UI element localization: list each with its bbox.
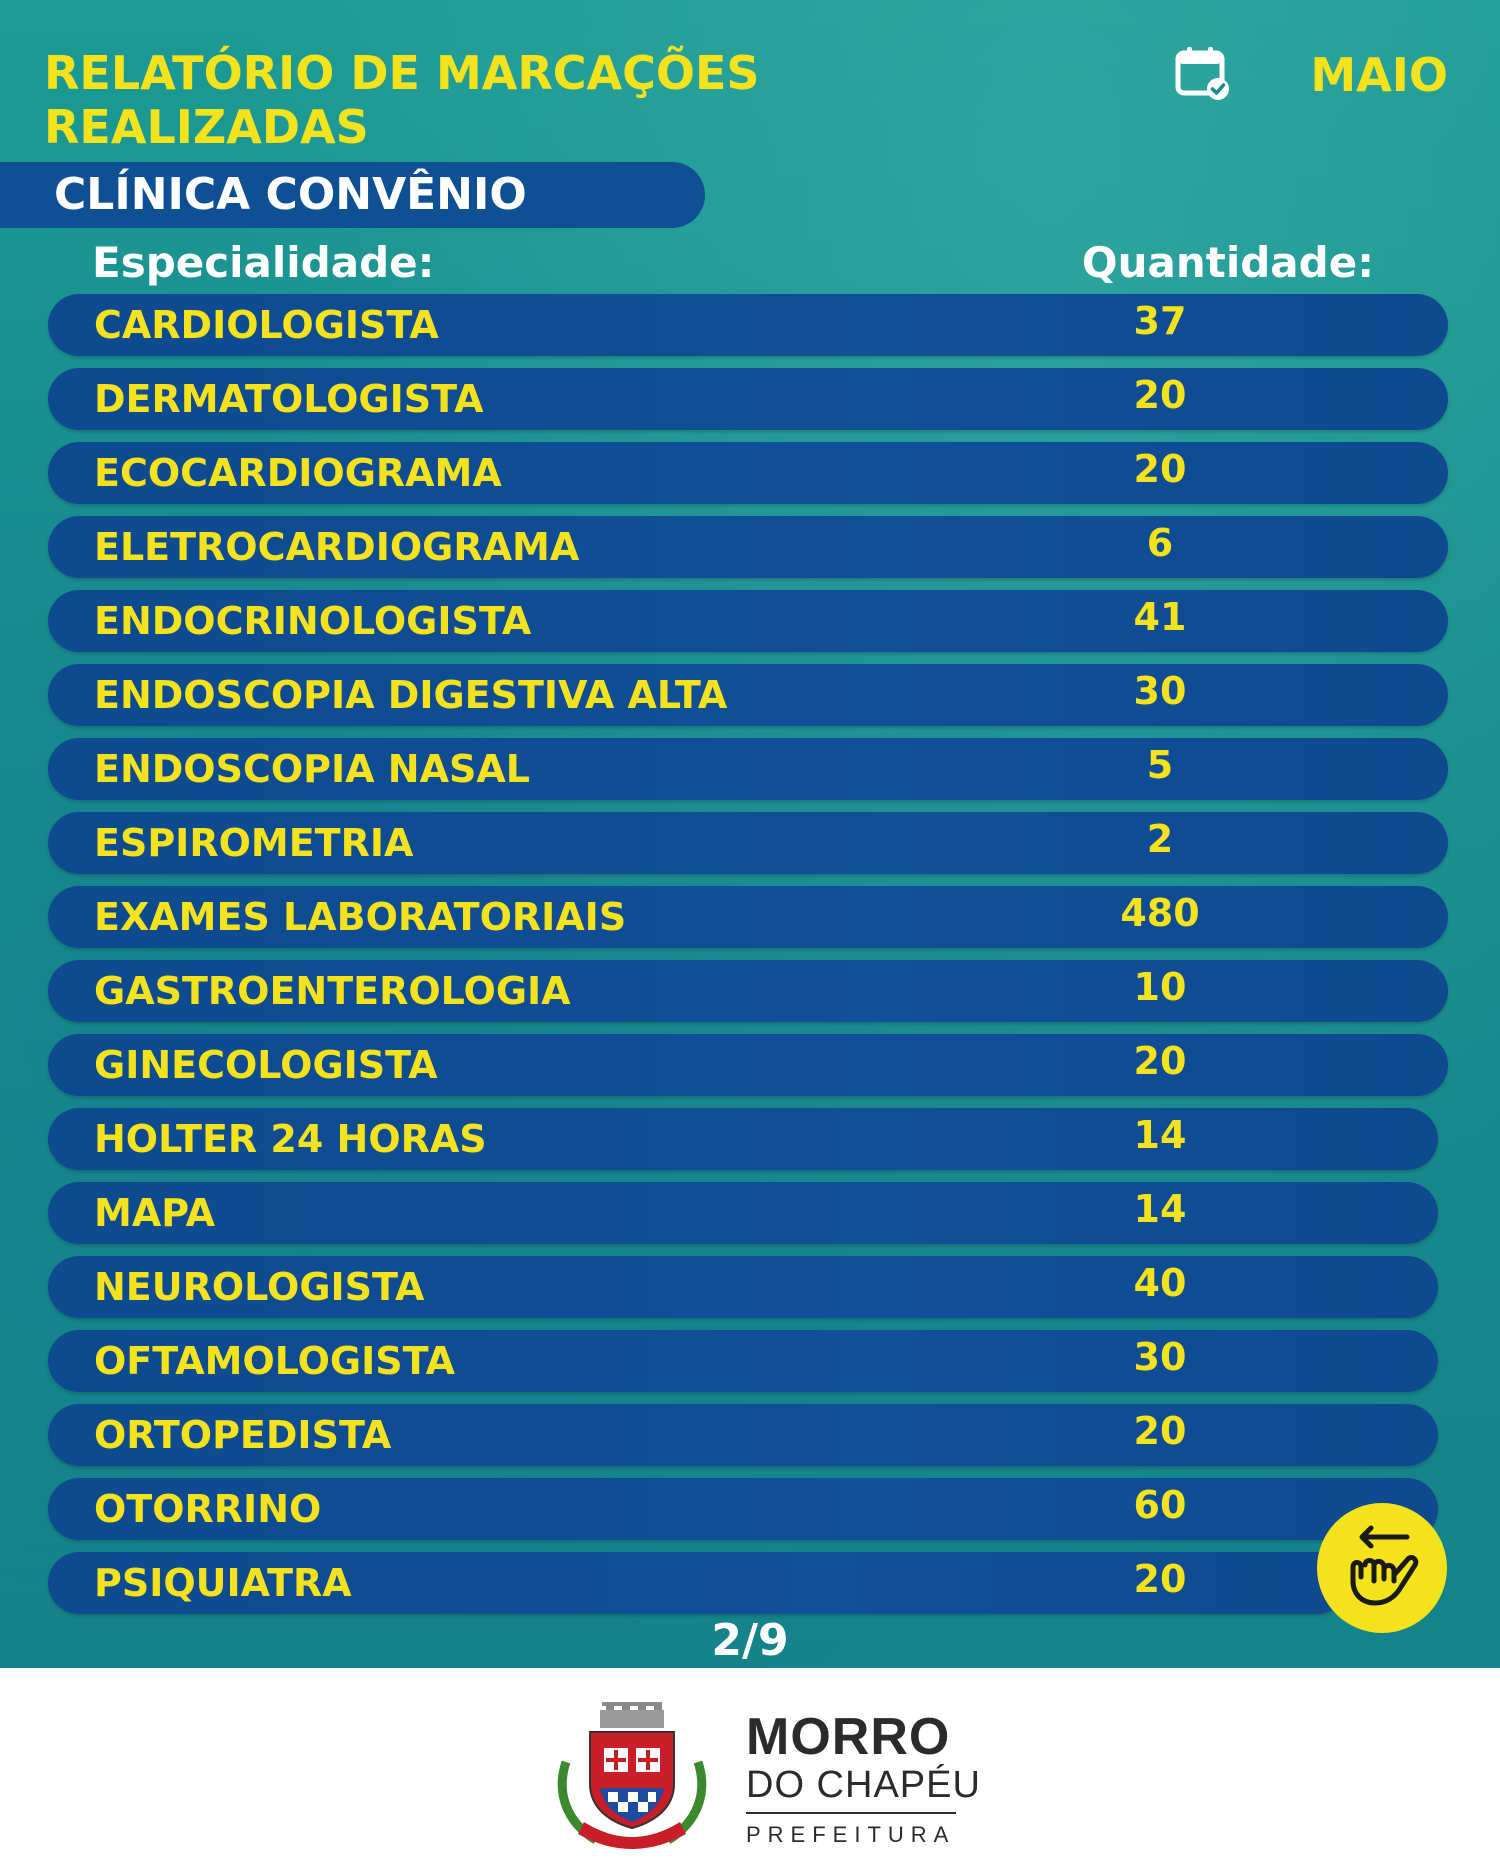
specialty-name: GINECOLOGISTA bbox=[94, 1043, 438, 1087]
specialty-name: MAPA bbox=[94, 1191, 215, 1235]
specialty-quantity: 30 bbox=[1133, 669, 1187, 713]
specialty-quantity: 2 bbox=[1146, 817, 1174, 861]
brand-divider bbox=[746, 1812, 956, 1814]
list-item bbox=[48, 442, 1448, 504]
specialty-quantity: 14 bbox=[1133, 1187, 1187, 1231]
specialty-quantity: 5 bbox=[1146, 743, 1174, 787]
page-indicator: 2/9 bbox=[711, 1615, 789, 1666]
list-item bbox=[48, 1330, 1438, 1392]
list-item bbox=[48, 590, 1448, 652]
specialty-quantity: 20 bbox=[1133, 1409, 1187, 1453]
specialty-quantity: 30 bbox=[1133, 1335, 1187, 1379]
specialty-name: DERMATOLOGISTA bbox=[94, 377, 484, 421]
clinic-label: CLÍNICA CONVÊNIO bbox=[54, 169, 527, 220]
calendar-check-icon bbox=[1174, 44, 1232, 102]
specialty-quantity: 6 bbox=[1146, 521, 1174, 565]
swipe-hand-icon bbox=[1317, 1503, 1447, 1633]
specialty-quantity: 60 bbox=[1133, 1483, 1187, 1527]
specialty-name: NEUROLOGISTA bbox=[94, 1265, 425, 1309]
clinic-banner bbox=[0, 162, 705, 228]
list-item bbox=[48, 516, 1448, 578]
list-item bbox=[48, 1108, 1438, 1170]
specialty-quantity: 37 bbox=[1133, 299, 1187, 343]
specialty-quantity: 41 bbox=[1133, 595, 1187, 639]
specialty-name: EXAMES LABORATORIAIS bbox=[94, 895, 627, 939]
specialty-name: ENDOSCOPIA NASAL bbox=[94, 747, 530, 791]
specialty-name: GASTROENTEROLOGIA bbox=[94, 969, 571, 1013]
brand-name-line-2: DO CHAPÉU bbox=[746, 1764, 981, 1806]
specialty-quantity: 10 bbox=[1133, 965, 1187, 1009]
specialty-quantity: 480 bbox=[1120, 891, 1200, 935]
specialty-name: ENDOSCOPIA DIGESTIVA ALTA bbox=[94, 673, 728, 717]
list-item bbox=[48, 1404, 1438, 1466]
list-item bbox=[48, 812, 1448, 874]
specialty-name: CARDIOLOGISTA bbox=[94, 303, 439, 347]
list-item bbox=[48, 1182, 1438, 1244]
list-item bbox=[48, 294, 1448, 356]
list-item bbox=[48, 368, 1448, 430]
specialty-name: HOLTER 24 HORAS bbox=[94, 1117, 487, 1161]
specialty-column-header: Especialidade: bbox=[92, 238, 435, 287]
report-title-line-1: RELATÓRIO DE MARCAÇÕES bbox=[44, 46, 760, 100]
brand-logo bbox=[746, 1710, 981, 1848]
specialty-quantity: 20 bbox=[1133, 373, 1187, 417]
specialty-quantity: 20 bbox=[1133, 447, 1187, 491]
specialty-name: ECOCARDIOGRAMA bbox=[94, 451, 502, 495]
specialty-quantity: 40 bbox=[1133, 1261, 1187, 1305]
specialty-name: ORTOPEDISTA bbox=[94, 1413, 392, 1457]
specialty-quantity: 14 bbox=[1133, 1113, 1187, 1157]
specialty-name: OTORRINO bbox=[94, 1487, 322, 1531]
specialty-name: ELETROCARDIOGRAMA bbox=[94, 525, 580, 569]
list-item bbox=[48, 738, 1448, 800]
footer bbox=[0, 1668, 1500, 1875]
list-item bbox=[48, 1478, 1438, 1540]
report-title bbox=[44, 46, 804, 154]
brand-subtitle: PREFEITURA bbox=[746, 1822, 956, 1847]
list-item bbox=[48, 664, 1448, 726]
specialty-name: OFTAMOLOGISTA bbox=[94, 1339, 455, 1383]
specialty-quantity: 20 bbox=[1133, 1557, 1187, 1601]
quantity-column-header: Quantidade: bbox=[1081, 238, 1374, 287]
swipe-button[interactable] bbox=[1317, 1503, 1447, 1633]
list-item bbox=[48, 960, 1448, 1022]
month-label: MAIO bbox=[1310, 48, 1448, 102]
list-item bbox=[48, 886, 1448, 948]
specialty-name: PSIQUIATRA bbox=[94, 1561, 352, 1605]
list-item bbox=[48, 1552, 1348, 1614]
list-item bbox=[48, 1034, 1448, 1096]
report-title-line-2: REALIZADAS bbox=[44, 100, 369, 154]
coat-of-arms-icon bbox=[544, 1692, 720, 1858]
specialty-name: ENDOCRINOLOGISTA bbox=[94, 599, 532, 643]
brand-name-line-1: MORRO bbox=[746, 1708, 951, 1766]
list-item bbox=[48, 1256, 1438, 1318]
specialty-name: ESPIROMETRIA bbox=[94, 821, 414, 865]
specialty-quantity: 20 bbox=[1133, 1039, 1187, 1083]
